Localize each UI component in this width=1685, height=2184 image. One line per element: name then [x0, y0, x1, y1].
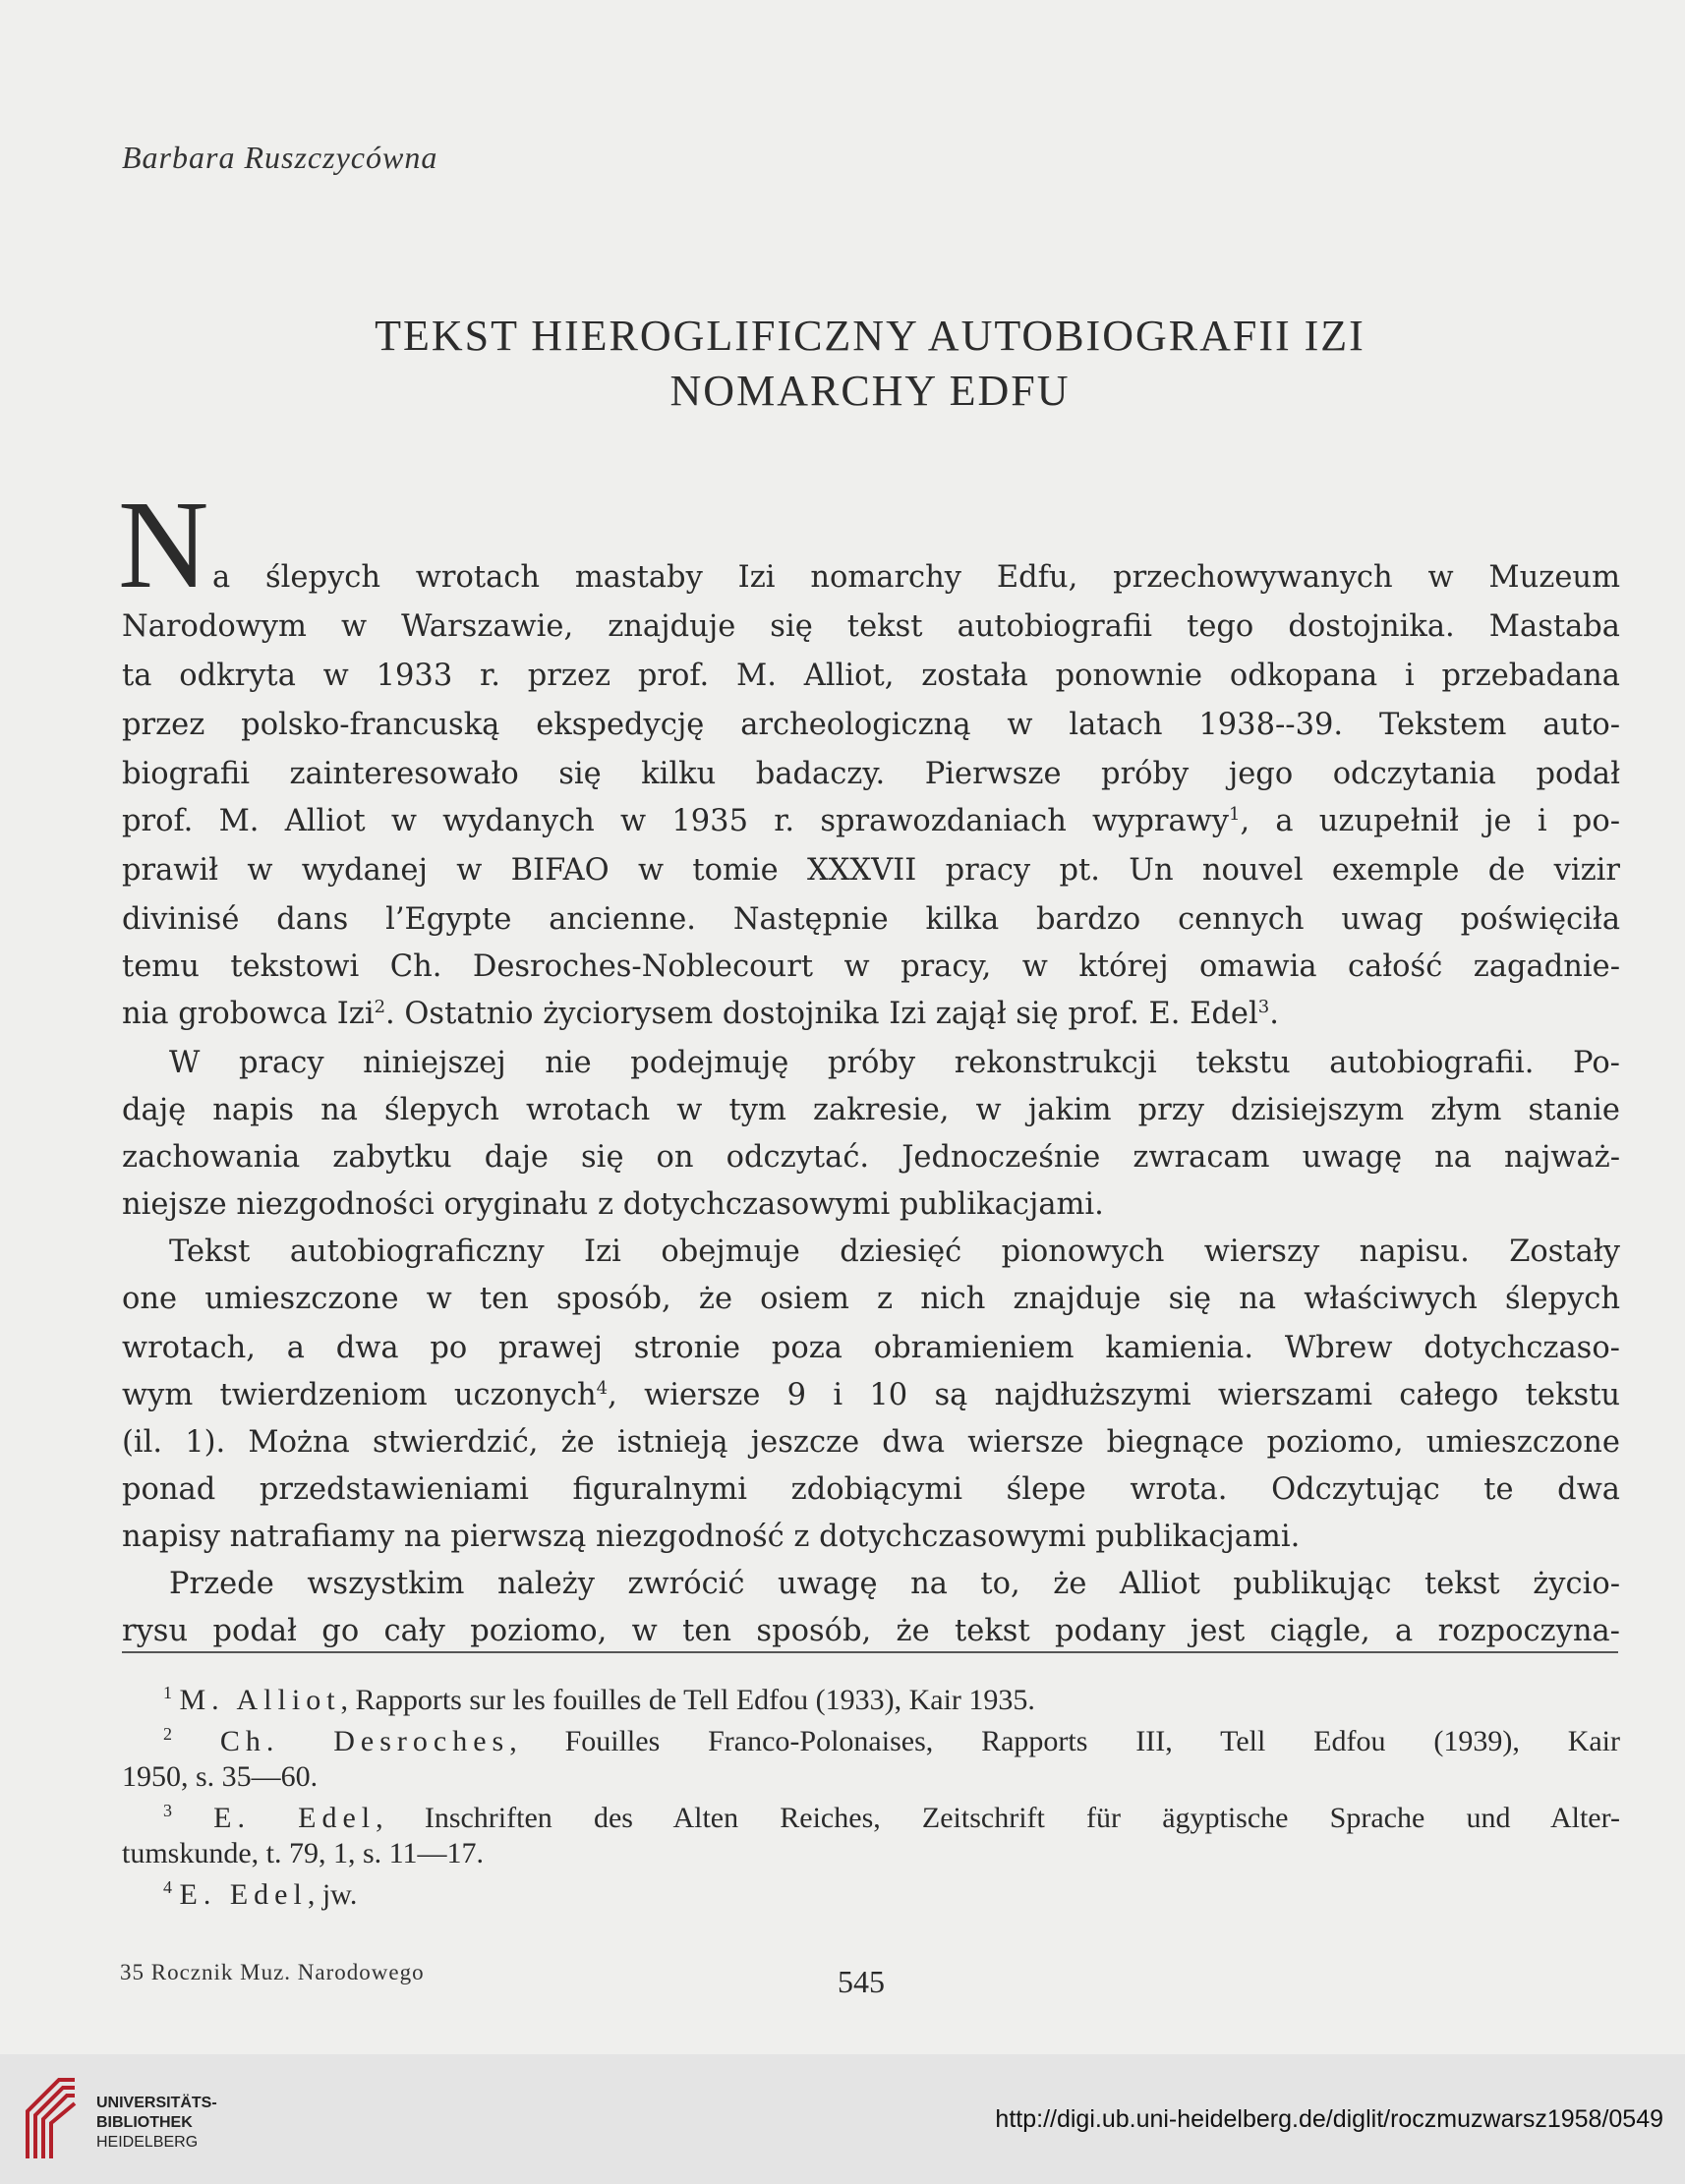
footnote-number: 2: [163, 1724, 172, 1744]
body-text: prof. M. Alliot w wydanych w 1935 r. sprawozdaniach wyprawy: [122, 804, 1230, 838]
footnote-number: 1: [163, 1683, 172, 1702]
footnote-divider: [122, 1651, 1618, 1653]
footnote-4: [163, 1875, 1620, 1915]
page-number: 545: [838, 1964, 885, 1999]
footnote-number: 4: [163, 1877, 172, 1897]
body-text: .: [1269, 997, 1279, 1031]
footnote-2: [163, 1722, 1620, 1761]
footnote-author: Ch. Desroches: [219, 1725, 510, 1757]
footnote-text: , Inschriften des Alten Reiches, Zeitschrift für ägyptische Sprache und Alter-: [376, 1802, 1620, 1834]
footnote-2-continuation: 1950, s. 35—60.: [122, 1760, 319, 1793]
body-line: niejsze niezgodności oryginału z dotychczasowymi publikacjami.: [122, 1187, 1104, 1222]
footnote-3-continuation: tumskunde, t. 79, 1, s. 11—17.: [122, 1837, 485, 1869]
body-line: [122, 993, 1620, 1036]
body-line: divinisé dans l’Egypte ancienne. Następnie kilka bardzo cennych uwag poświęciła: [122, 902, 1620, 937]
body-line: one umieszczone w ten sposób, że osiem z nich znajduje się na właściwych ślepych: [122, 1282, 1620, 1316]
body-line: prawił w wydanej w BIFAO w tomie XXXVII pracy pt. Un nouvel exemple de vizir: [122, 853, 1620, 888]
body-line: napisy natrafiamy na pierwszą niezgodność z dotychczasowymi publikacjami.: [122, 1520, 1301, 1554]
body-line: zachowania zabytku daje się on odczytać. Jednocześnie zwracam uwagę na najważ-: [122, 1140, 1620, 1175]
body-line: biografii zainteresowało się kilku badaczy. Pierwsze próby jego odczytania podał: [122, 757, 1620, 791]
article-title-line-2: NOMARCHY EDFU: [669, 367, 1071, 415]
library-name-line: UNIVERSITÄTS-: [96, 2095, 217, 2111]
body-text: wym twierdzeniom uczonych: [122, 1378, 597, 1412]
library-name: [96, 2094, 217, 2153]
author-name: Barbara Ruszczycówna: [122, 140, 438, 175]
library-logo-icon: [20, 2072, 83, 2166]
source-url-link[interactable]: http://digi.ub.uni-heidelberg.de/diglit/roczmuzwarsz1958/0549: [995, 2105, 1663, 2133]
journal-footer: 35 Rocznik Muz. Narodowego: [120, 1960, 425, 1984]
body-line: Narodowym w Warszawie, znajduje się tekst autobiografii tego dostojnika. Mastaba: [122, 609, 1620, 644]
footnote-ref: 3: [1257, 996, 1270, 1017]
body-line: rysu podał go cały poziomo, w ten sposób, że tekst podany jest ciągle, a rozpoczyna-: [122, 1614, 1620, 1648]
footnote-ref: 4: [596, 1377, 609, 1399]
footnote-ref: 1: [1229, 803, 1241, 825]
body-line: [122, 800, 1620, 843]
footnote-author: E. Edel: [179, 1878, 308, 1911]
library-footer-bar: [0, 2054, 1685, 2184]
footnote-number: 3: [163, 1801, 172, 1820]
body-line: a ślepych wrotach mastaby Izi nomarchy Edfu, przechowywanych w Muzeum: [212, 560, 1620, 595]
footnote-text: , jw.: [307, 1878, 358, 1911]
body-line: (il. 1). Można stwierdzić, że istnieją jeszcze dwa wiersze biegnące poziomo, umieszczone: [122, 1425, 1620, 1460]
body-line: [122, 1374, 1620, 1417]
body-text: . Ostatnio życiorysem dostojnika Izi zajął się prof. E. Edel: [385, 997, 1258, 1031]
body-line: Przede wszystkim należy zwrócić uwagę na to, że Alliot publikując tekst życio-: [169, 1567, 1620, 1601]
library-name-line: BIBLIOTHEK: [96, 2114, 193, 2131]
body-line: Tekst autobiograficzny Izi obejmuje dziesięć pionowych wierszy napisu. Zostały: [169, 1235, 1620, 1269]
footnote-1: [163, 1681, 1620, 1720]
footnote-ref: 2: [374, 996, 386, 1017]
footnote-3: [163, 1799, 1620, 1838]
drop-cap: N: [118, 475, 209, 614]
library-name-line: HEIDELBERG: [96, 2134, 199, 2151]
footnote-text: , Fouilles Franco-Polonaises, Rapports III, Tell Edfou (1939), Kair: [509, 1725, 1620, 1757]
body-line: ta odkryta w 1933 r. przez prof. M. Alliot, została ponownie odkopana i przebadana: [122, 659, 1620, 693]
footnote-text: , Rapports sur les fouilles de Tell Edfou (1933), Kair 1935.: [340, 1684, 1035, 1716]
body-line: przez polsko-francuską ekspedycję archeologiczną w latach 1938--39. Tekstem auto-: [122, 708, 1620, 742]
article-title-line-1: TEKST HIEROGLIFICZNY AUTOBIOGRAFII IZI: [375, 312, 1365, 360]
body-line: temu tekstowi Ch. Desroches-Noblecourt w pracy, w której omawia całość zagadnie-: [122, 949, 1620, 984]
body-text: , wiersze 9 i 10 są najdłuższymi wierszami całego tekstu: [608, 1378, 1621, 1412]
footnote-author: M. Alliot: [179, 1684, 341, 1716]
footnote-author: E. Edel: [213, 1802, 377, 1834]
body-line: W pracy niniejszej nie podejmuję próby rekonstrukcji tekstu autobiografii. Po-: [169, 1046, 1620, 1080]
body-line: ponad przedstawieniami figuralnymi zdobiącymi ślepe wrota. Odczytując te dwa: [122, 1472, 1620, 1507]
body-text: , a uzupełnił je i po-: [1240, 804, 1620, 838]
body-line: daję napis na ślepych wrotach w tym zakresie, w jakim przy dzisiejszym złym stanie: [122, 1093, 1620, 1127]
body-text: nia grobowca Izi: [122, 997, 375, 1031]
body-line: wrotach, a dwa po prawej stronie poza obramieniem kamienia. Wbrew dotychczaso-: [122, 1331, 1620, 1365]
